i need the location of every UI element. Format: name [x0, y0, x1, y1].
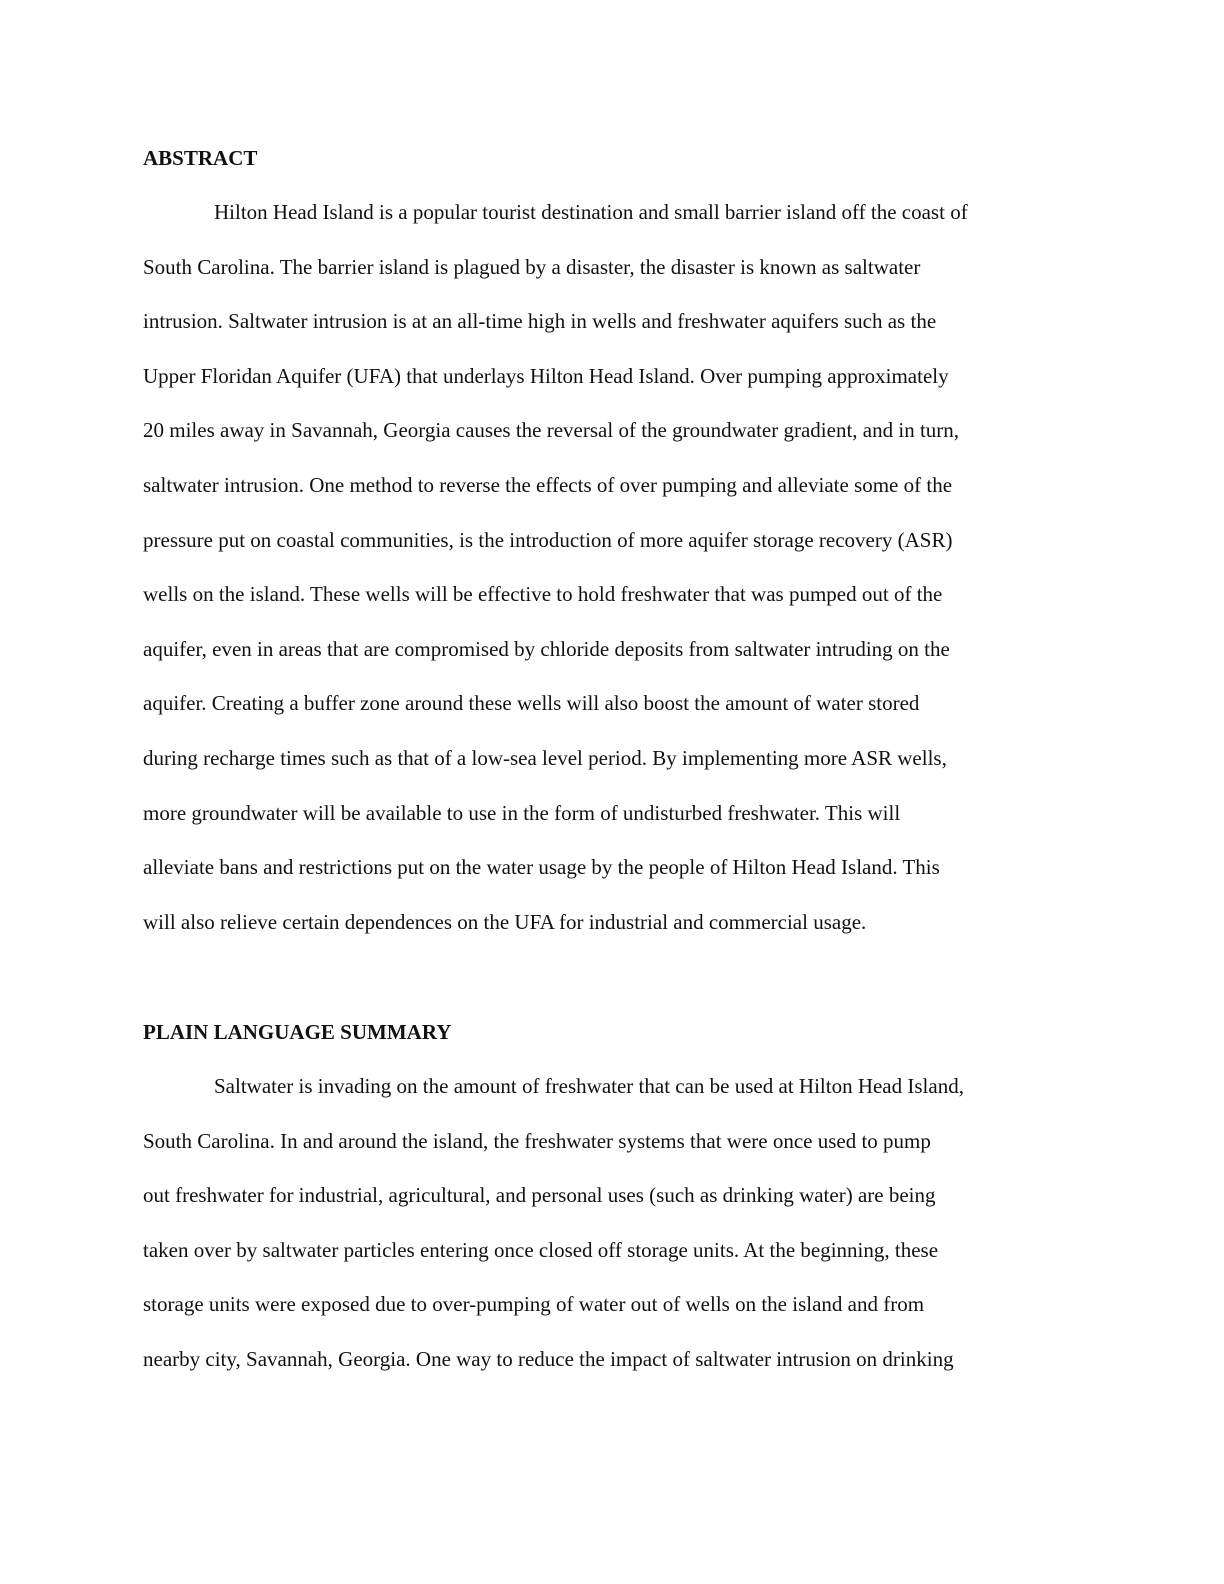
text-line: nearby city, Savannah, Georgia. One way to reduce the impact of saltwater intrusion on drinking	[143, 1346, 954, 1371]
abstract-heading: ABSTRACT	[143, 146, 258, 170]
text-line: Hilton Head Island is a popular tourist destination and small barrier island off the coast of	[214, 200, 968, 224]
text-line: pressure put on coastal communities, is the introduction of more aquifer storage recovery (ASR)	[143, 527, 953, 552]
text-line: alleviate bans and restrictions put on the water usage by the people of Hilton Head Island. This	[143, 855, 940, 880]
text-line: storage units were exposed due to over-pumping of water out of wells on the island and from	[143, 1292, 925, 1317]
text-line: South Carolina. In and around the island, the freshwater systems that were once used to pump	[143, 1128, 931, 1153]
summary-body	[143, 1059, 1073, 1387]
text-line: intrusion. Saltwater intrusion is at an all-time high in wells and freshwater aquifers such as the	[143, 309, 937, 334]
text-line: Saltwater is invading on the amount of freshwater that can be used at Hilton Head Island,	[214, 1074, 964, 1098]
text-line: taken over by saltwater particles entering once closed off storage units. At the beginning, these	[143, 1237, 939, 1262]
text-line: 20 miles away in Savannah, Georgia causes the reversal of the groundwater gradient, and in turn,	[143, 418, 960, 443]
plain-language-summary-section	[143, 1014, 1073, 1387]
text-line: more groundwater will be available to use in the form of undisturbed freshwater. This will	[143, 800, 901, 825]
text-line: will also relieve certain dependences on the UFA for industrial and commercial usage.	[143, 909, 867, 934]
text-line: out freshwater for industrial, agricultural, and personal uses (such as drinking water) are being	[143, 1183, 936, 1208]
text-line: Upper Floridan Aquifer (UFA) that underlays Hilton Head Island. Over pumping approximately	[143, 363, 949, 388]
abstract-body	[143, 185, 1073, 949]
text-line: saltwater intrusion. One method to reverse the effects of over pumping and alleviate some of the	[143, 472, 953, 497]
text-line: wells on the island. These wells will be effective to hold freshwater that was pumped out of the	[143, 582, 943, 607]
text-line: aquifer, even in areas that are compromised by chloride deposits from saltwater intruding on the	[143, 636, 950, 661]
text-line: during recharge times such as that of a low-sea level period. By implementing more ASR wells,	[143, 745, 947, 770]
text-line: South Carolina. The barrier island is plagued by a disaster, the disaster is known as saltwater	[143, 254, 921, 279]
text-line: aquifer. Creating a buffer zone around these wells will also boost the amount of water stored	[143, 691, 920, 716]
abstract-section	[143, 140, 1073, 949]
summary-heading: PLAIN LANGUAGE SUMMARY	[143, 1020, 452, 1044]
